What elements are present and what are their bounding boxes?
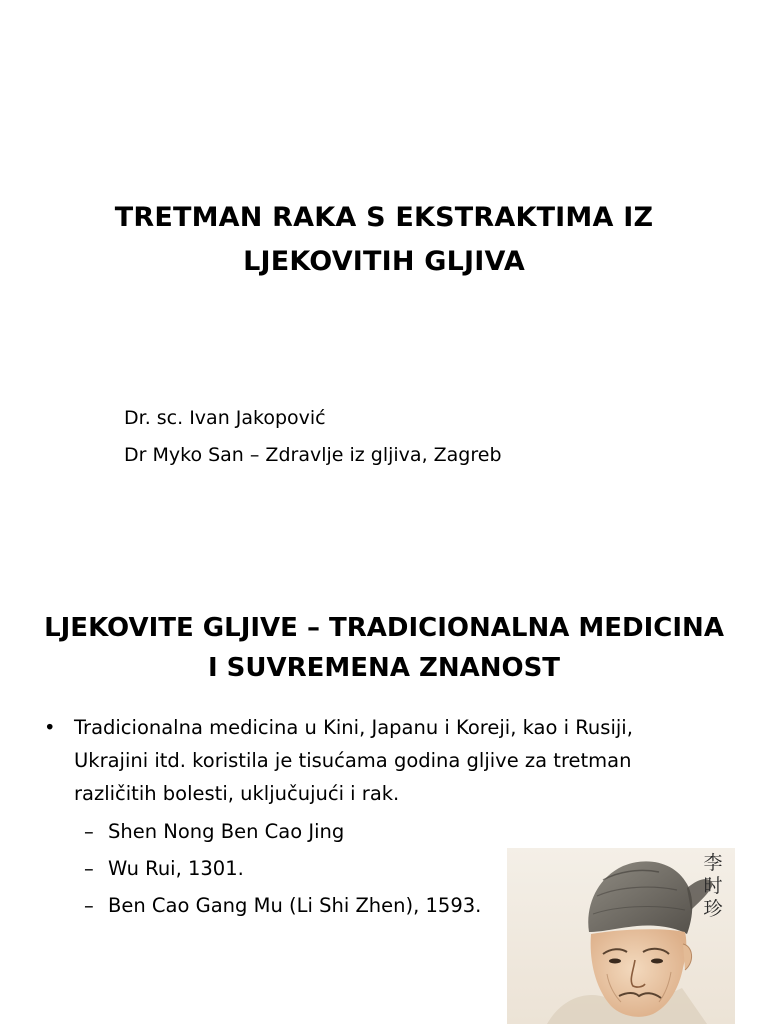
slide-2-title-line-2: I SUVREMENA ZNANOST	[207, 653, 561, 683]
caption-char: 时	[703, 875, 723, 897]
bullet-text-line-2: Ukrajini itd. koristila je tisućama godina gljive za tretman	[74, 749, 632, 772]
slide-2-title	[20, 608, 748, 688]
sub-bullet-item	[44, 813, 684, 850]
sub-bullet-text: Ben Cao Gang Mu (Li Shi Zhen), 1593.	[108, 894, 482, 917]
slide-2-title-line-1: LJEKOVITE GLJIVE – TRADICIONALNA MEDICINA	[44, 613, 724, 643]
dash-icon: –	[84, 820, 94, 843]
sub-bullet-text: Shen Nong Ben Cao Jing	[108, 820, 345, 843]
sub-bullet-text: Wu Rui, 1301.	[108, 857, 244, 880]
portrait-image	[507, 848, 735, 1024]
dash-icon: –	[84, 857, 94, 880]
dash-icon: –	[84, 894, 94, 917]
slide-content	[0, 576, 768, 1024]
bullet-item	[44, 711, 684, 810]
author-affiliation: Dr Myko San – Zdravlje iz gljiva, Zagreb	[124, 444, 502, 466]
chinese-name-caption	[701, 852, 725, 921]
slide-1-subtitle	[124, 400, 502, 474]
author-name: Dr. sc. Ivan Jakopović	[124, 407, 326, 429]
caption-char: 珍	[703, 898, 723, 920]
caption-char: 李	[703, 852, 723, 874]
bullet-text-line-3: različitih bolesti, uključujući i rak.	[74, 782, 400, 805]
bullet-text-line-1: Tradicionalna medicina u Kini, Japanu i Koreji, kao i Rusiji,	[74, 716, 633, 739]
slide-1-title	[40, 196, 728, 284]
bullet-icon: •	[44, 716, 56, 739]
slide-1-title-line-2: LJEKOVITIH GLJIVA	[243, 246, 525, 277]
slide-1-title-line-1: TRETMAN RAKA S EKSTRAKTIMA IZ	[114, 202, 654, 233]
